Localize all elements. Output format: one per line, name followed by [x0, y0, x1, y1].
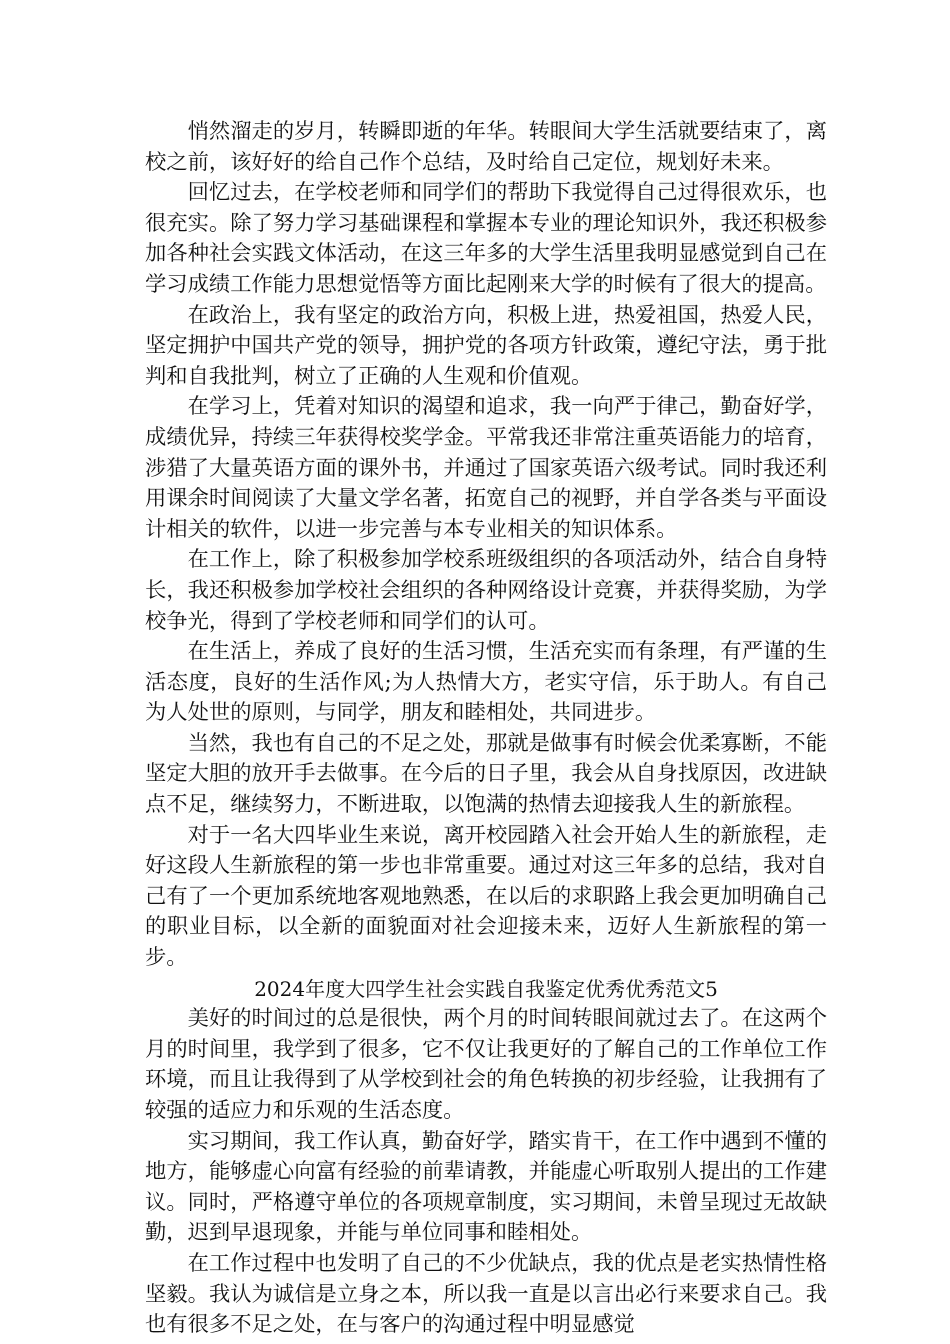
paragraph-politics: 在政治上，我有坚定的政治方向，积极上进，热爱祖国，热爱人民，坚定拥护中国共产党的领导，拥护党的各项方针政策，遵纪守法，勇于批判和自我批判，树立了正确的人生观和价值观。 — [145, 302, 827, 389]
paragraph-internship-intro: 美好的时间过的总是很快，两个月的时间转眼间就过去了。在这两个月的时间里，我学到了很多，它不仅让我更好的了解自己的工作单位工作环境，而且让我得到了从学校到社会的角色转换的初步经验，让我拥有了较强的适应力和乐观的生活态度。 — [145, 1006, 827, 1123]
paragraph-internship-period: 实习期间，我工作认真，勤奋好学，踏实肯干，在工作中遇到不懂的地方，能够虚心向富有经验的前辈请教，并能虚心听取别人提出的工作建议。同时，严格遵守单位的各项规章制度，实习期间，未曾呈现过无故缺勤，迟到早退现象，并能与单位同事和睦相处。 — [145, 1128, 827, 1246]
paragraph-recollection: 回忆过去，在学校老师和同学们的帮助下我觉得自己过得很欢乐，也很充实。除了努力学习基础课程和掌握本专业的理论知识外，我还积极参加各种社会实践文体活动，在这三年多的大学生活里我明显感觉到自己在学习成绩工作能力思想觉悟等方面比起刚来大学的时候有了很大的提高。 — [145, 180, 827, 297]
paragraph-intro: 悄然溜走的岁月，转瞬即逝的年华。转眼间大学生活就要结束了，离校之前，该好好的给自己作个总结，及时给自己定位，规划好未来。 — [145, 119, 827, 175]
paragraph-work: 在工作上，除了积极参加学校系班级组织的各项活动外，结合自身特长，我还积极参加学校社会组织的各种网络设计竞赛，并获得奖励，为学校争光，得到了学校老师和同学们的认可。 — [145, 547, 827, 634]
paragraph-life: 在生活上，养成了良好的生活习惯，生活充实而有条理，有严谨的生活态度，良好的生活作风;为人热情大方，老实守信，乐于助人。有自己为人处世的原则，与同学，朋友和睦相处，共同进步。 — [145, 639, 827, 726]
paragraph-shortcomings: 当然，我也有自己的不足之处，那就是做事有时候会优柔寡断，不能坚定大胆的放开手去做事。在今后的日子里，我会从自身找原因，改进缺点不足，继续努力，不断进取，以饱满的热情去迎接我人生的新旅程。 — [145, 730, 827, 818]
section-title: 2024年度大四学生社会实践自我鉴定优秀优秀范文5 — [254, 976, 718, 1001]
paragraph-study: 在学习上，凭着对知识的渴望和追求，我一向严于律己，勤奋好学，成绩优异，持续三年获得校奖学金。平常我还非常注重英语能力的培育，涉猎了大量英语方面的课外书，并通过了国家英语六级考试。同时我还利用课余时间阅读了大量文学名著，拓宽自己的视野，并自学各类与平面设计相关的软件，以进一步完善与本专业相关的知识体系。 — [145, 394, 827, 542]
document-page — [145, 117, 827, 1341]
paragraph-conclusion: 对于一名大四毕业生来说，离开校园踏入社会开始人生的新旅程，走好这段人生新旅程的第一步也非常重要。通过对这三年多的总结，我对自己有了一个更加系统地客观地熟悉，在以后的求职路上我会更加明确自己的职业目标，以全新的面貌面对社会迎接未来，迈好人生新旅程的第一步。 — [145, 822, 827, 971]
paragraph-strengths-weaknesses: 在工作过程中也发明了自己的不少优缺点，我的优点是老实热情性格坚毅。我认为诚信是立身之本，所以我一直是以言出必行来要求自己。我也有很多不足之处，在与客户的沟通过程中明显感觉 — [145, 1250, 827, 1338]
